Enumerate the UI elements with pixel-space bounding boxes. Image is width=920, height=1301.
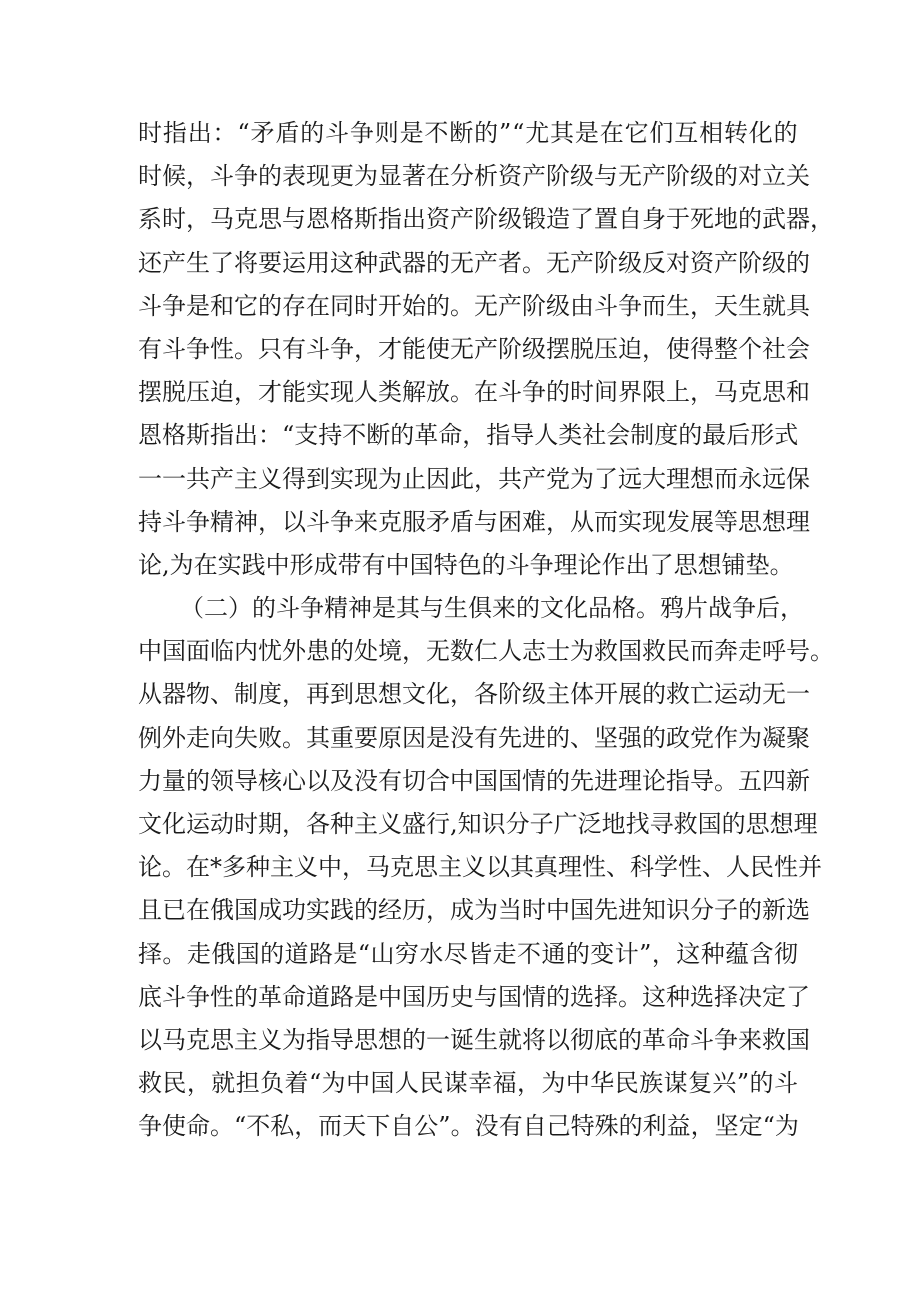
text-line: 系 时 ， 马 克 思 与 恩 格 斯 指 出 资 产 阶 级 锻 造 了 置 自 身 于 死 地 的 武 器 ， xyxy=(138,205,834,234)
text-line: 争 使 命 。 “ 不 私 ， 而 天 下 自 公 ” 。 没 有 自 己 特 殊 的 利 益 ， 坚 定 “ 为 xyxy=(138,1112,799,1141)
text-line: 中 国 面 临 内 忧 外 患 的 处 境 ， 无 数 仁 人 志 士 为 救 国 救 民 而 奔 走 呼 号 。 xyxy=(138,637,834,666)
text-line: 救 民 ， 就 担 负 着 “ 为 中 国 人 民 谋 幸 福 ， 为 中 华 民 族 谋 复 兴 ” 的 斗 xyxy=(138,1069,798,1098)
text-line: 斗 争 是 和 它 的 存 在 同 时 开 始 的 。 无 产 阶 级 由 斗 争 而 生 ， 天 生 就 具 xyxy=(138,291,810,320)
text-line: 一 一 共 产 主 义 得 到 实 现 为 止 因 此 ， 共 产 党 为 了 远 大 理 想 而 永 远 保 xyxy=(138,464,810,493)
text-line: 时 指 出 ： “ 矛 盾 的 斗 争 则 是 不 断 的 ” “ 尤 其 是 在 它 们 互 相 转 化 的 xyxy=(138,119,798,147)
text-line: 底 斗 争 性 的 革 命 道 路 是 中 国 历 史 与 国 情 的 选 择 。 这 种 选 择 决 定 了 xyxy=(138,982,810,1011)
text-line: 论,为在实践中形成带有中国特色的斗争理论作出了思想铺垫。 xyxy=(138,550,794,579)
text-line: 时 候 ， 斗 争 的 表 现 更 为 显 著 在 分 析 资 产 阶 级 与 无 产 阶 级 的 对 立 关 xyxy=(138,162,810,191)
text-line: 例 外 走 向 失 败 。 其 重 要 原 因 是 没 有 先 进 的 、 坚 强 的 政 党 作 为 凝 聚 xyxy=(138,723,810,752)
text-line: 摆 脱 压 迫 ， 才 能 实 现 人 类 解 放 。 在 斗 争 的 时 间 界 限 上 ， 马 克 思 和 xyxy=(138,378,810,407)
text-line: 文 化 运 动 时 期 ， 各 种 主 义 盛 行 , 知 识 分 子 广 泛 地 找 寻 救 国 的 思 想 理 xyxy=(138,810,818,838)
text-line: 且 已 在 俄 国 成 功 实 践 的 经 历 ， 成 为 当 时 中 国 先 进 知 识 分 子 的 新 选 xyxy=(138,896,810,925)
text-line: 择 。 走 俄 国 的 道 路 是 “ 山 穷 水 尽 皆 走 不 通 的 变 计 ” ， 这 种 蕴 含 彻 xyxy=(138,939,798,968)
text-line: 从 器 物 、 制 度 ， 再 到 思 想 文 化 ， 各 阶 级 主 体 开 展 的 救 亡 运 动 无 一 xyxy=(138,680,810,709)
text-line: 以 马 克 思 主 义 为 指 导 思 想 的 一 诞 生 就 将 以 彻 底 的 革 命 斗 争 来 救 国 xyxy=(138,1025,810,1054)
text-line: 有 斗 争 性 。 只 有 斗 争 ， 才 能 使 无 产 阶 级 摆 脱 压 迫 ， 使 得 整 个 社 会 xyxy=(138,334,810,363)
text-line: 还 产 生 了 将 要 运 用 这 种 武 器 的 无 产 者 。 无 产 阶 级 反 对 资 产 阶 级 的 xyxy=(138,248,810,277)
text-line: （ 二 ） 的 斗 争 精 神 是 其 与 生 俱 来 的 文 化 品 格 。 鸦 片 战 争 后 ， xyxy=(180,594,804,623)
text-line: 持 斗 争 精 神 ， 以 斗 争 来 克 服 矛 盾 与 困 难 ， 从 而 实 现 发 展 等 思 想 理 xyxy=(138,507,810,536)
text-line: 恩 格 斯 指 出 ： “ 支 持 不 断 的 革 命 ， 指 导 人 类 社 会 制 度 的 最 后 形 式 xyxy=(138,421,799,450)
body-text xyxy=(138,112,834,1149)
text-line: 论 。 在 * 多 种 主 义 中 ， 马 克 思 主 义 以 其 真 理 性 、 科 学 性 、 人 民 性 并 xyxy=(138,853,822,882)
text-line: 力 量 的 领 导 核 心 以 及 没 有 切 合 中 国 国 情 的 先 进 理 论 指 导 。 五 四 新 xyxy=(138,766,810,795)
